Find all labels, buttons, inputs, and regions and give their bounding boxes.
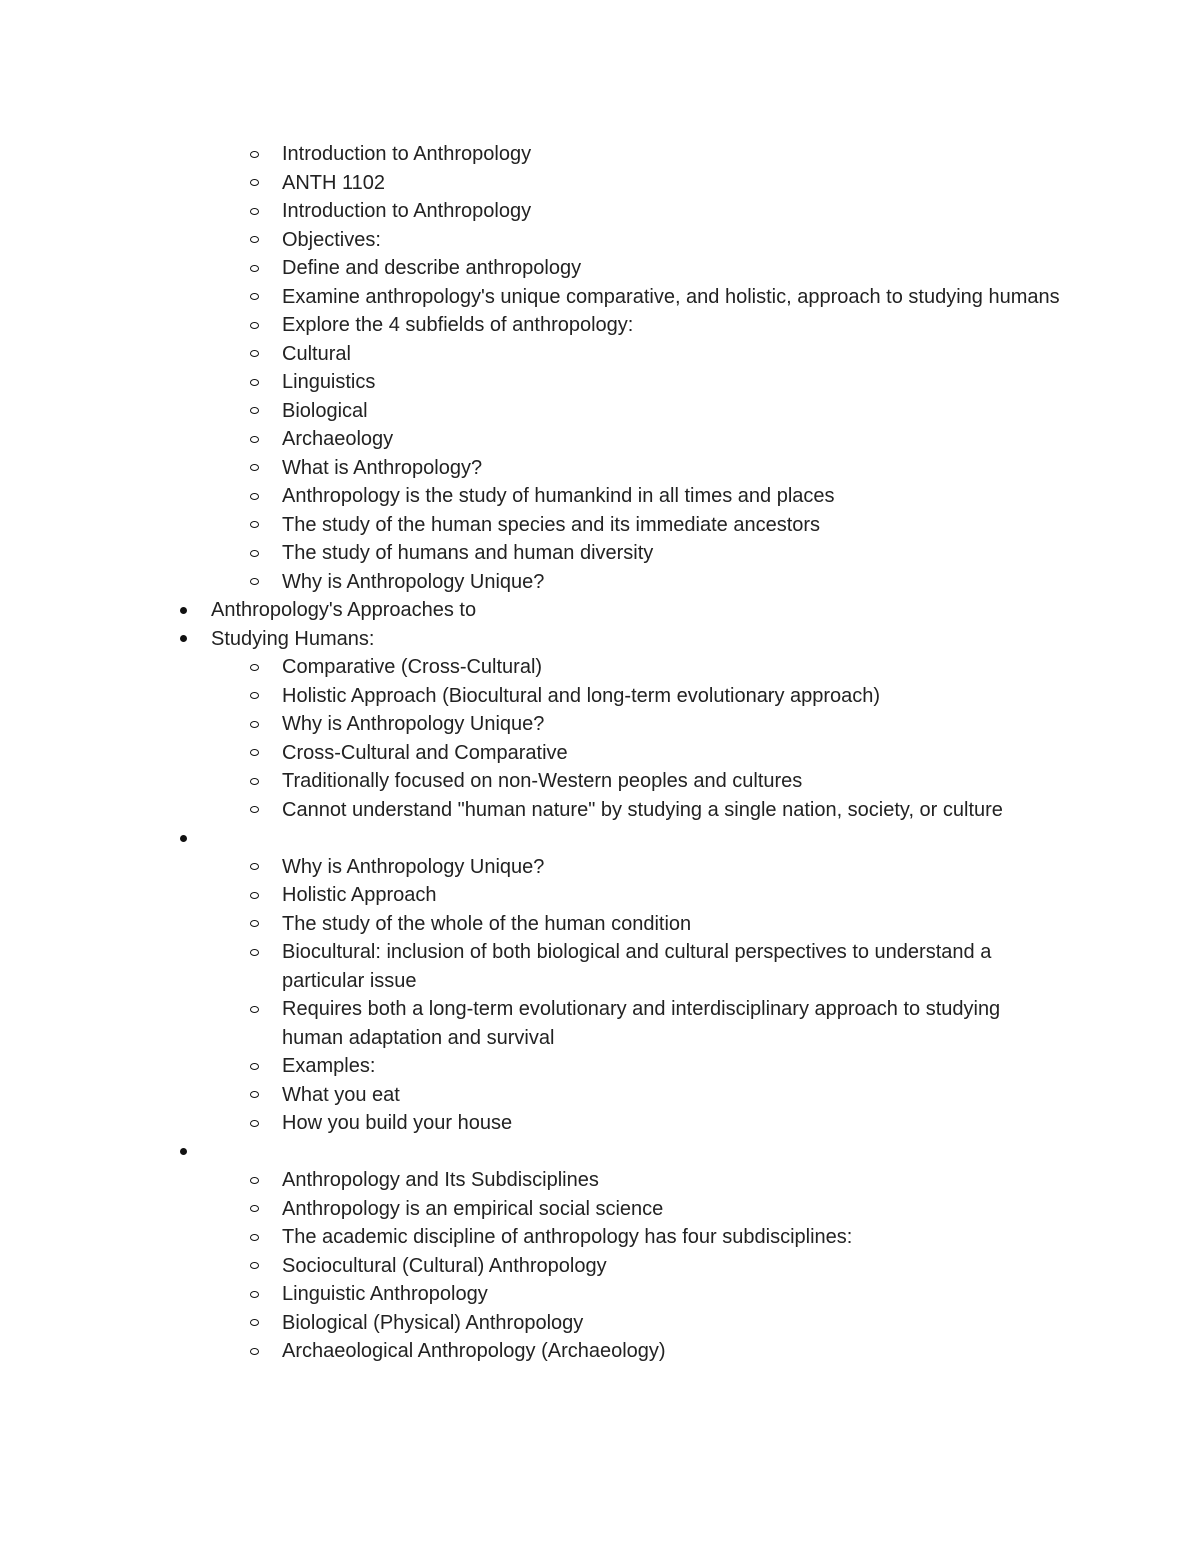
sub-bullet-item	[0, 482, 1200, 511]
hollow-bullet-icon	[246, 197, 262, 226]
bullet-text: Archaeology	[282, 428, 394, 450]
bullet-text: Holistic Approach (Biocultural and long-term evolutionary approach)	[282, 684, 881, 707]
bullet-text: Biological (Physical) Anthropology	[282, 1311, 584, 1334]
bullet-text: Introduction to Anthropology	[282, 143, 532, 165]
bullet-outline	[0, 140, 1200, 1366]
filled-bullet-icon	[175, 1138, 191, 1167]
hollow-bullet-icon	[246, 1052, 262, 1081]
hollow-bullet-icon	[246, 254, 262, 283]
bullet-text: ANTH 1102	[282, 171, 386, 194]
bullet-item	[0, 596, 1200, 625]
sub-bullet-item	[0, 881, 1200, 910]
sub-bullet-item	[0, 1309, 1200, 1338]
bullet-text: Anthropology is the study of humankind in all times and places	[282, 485, 835, 507]
hollow-bullet-icon	[246, 397, 262, 426]
hollow-bullet-icon	[246, 881, 262, 910]
bullet-text: Examine anthropology's unique comparative, and holistic, approach to studying humans	[282, 285, 1060, 308]
hollow-bullet-icon	[246, 539, 262, 568]
bullet-text: Cannot understand "human nature" by studying a single nation, society, or culture	[282, 798, 1003, 821]
hollow-bullet-icon	[246, 1195, 262, 1224]
bullet-item	[0, 625, 1200, 654]
hollow-bullet-icon	[246, 1166, 262, 1195]
sub-bullet-item	[0, 653, 1200, 682]
bullet-text: Archaeological Anthropology (Archaeology)	[282, 1340, 666, 1362]
hollow-bullet-icon	[246, 340, 262, 369]
bullet-text: Biocultural: inclusion of both biological and cultural perspectives to understand a particular issue	[282, 941, 992, 992]
document-page	[0, 140, 1200, 1366]
sub-bullet-item	[0, 682, 1200, 711]
hollow-bullet-icon	[246, 995, 262, 1024]
bullet-text: Biological	[282, 399, 368, 422]
hollow-bullet-icon	[246, 1309, 262, 1338]
sub-bullet-item	[0, 1166, 1200, 1195]
bullet-text: Linguistics	[282, 371, 376, 393]
hollow-bullet-icon	[246, 368, 262, 397]
hollow-bullet-icon	[246, 454, 262, 483]
bullet-item	[0, 1138, 1200, 1167]
bullet-text: The study of humans and human diversity	[282, 542, 654, 564]
bullet-text	[211, 824, 1200, 853]
sub-bullet-item	[0, 1223, 1200, 1252]
sub-bullet-item	[0, 739, 1200, 768]
sub-bullet-item	[0, 1081, 1200, 1110]
bullet-text: Requires both a long-term evolutionary and interdisciplinary approach to studying human adaptation and survival	[282, 998, 1001, 1049]
sub-bullet-item	[0, 1052, 1200, 1081]
sub-bullet-item	[0, 197, 1200, 226]
hollow-bullet-icon	[246, 739, 262, 768]
hollow-bullet-icon	[246, 568, 262, 597]
sub-bullet-item	[0, 568, 1200, 597]
hollow-bullet-icon	[246, 511, 262, 540]
bullet-text: Objectives:	[282, 228, 381, 251]
bullet-text: Comparative (Cross-Cultural)	[282, 656, 543, 678]
filled-bullet-icon	[175, 596, 191, 625]
hollow-bullet-icon	[246, 226, 262, 255]
sub-bullet-item	[0, 767, 1200, 796]
sub-bullet-item	[0, 1337, 1200, 1366]
filled-bullet-icon	[175, 824, 191, 853]
bullet-text: Why is Anthropology Unique?	[282, 570, 545, 593]
bullet-text: What you eat	[282, 1083, 400, 1106]
hollow-bullet-icon	[246, 283, 262, 312]
sub-bullet-item	[0, 910, 1200, 939]
bullet-text	[211, 1138, 1200, 1167]
sub-bullet-item	[0, 1195, 1200, 1224]
sub-bullet-item	[0, 539, 1200, 568]
bullet-text: Traditionally focused on non-Western peoples and cultures	[282, 770, 803, 792]
hollow-bullet-icon	[246, 653, 262, 682]
bullet-text: Introduction to Anthropology	[282, 200, 532, 222]
sub-bullet-item	[0, 283, 1200, 312]
bullet-text: The study of the whole of the human condition	[282, 912, 692, 935]
hollow-bullet-icon	[246, 1223, 262, 1252]
bullet-text: Anthropology is an empirical social science	[282, 1197, 664, 1220]
hollow-bullet-icon	[246, 1252, 262, 1281]
filled-bullet-icon	[175, 625, 191, 654]
bullet-text: Linguistic Anthropology	[282, 1283, 488, 1305]
sub-bullet-item	[0, 454, 1200, 483]
sub-bullet-item	[0, 1280, 1200, 1309]
bullet-text: Anthropology's Approaches to	[211, 599, 477, 621]
bullet-text: Holistic Approach	[282, 884, 437, 906]
hollow-bullet-icon	[246, 938, 262, 967]
sub-bullet-item	[0, 311, 1200, 340]
bullet-text: What is Anthropology?	[282, 456, 483, 479]
hollow-bullet-icon	[246, 1337, 262, 1366]
bullet-text: How you build your house	[282, 1112, 513, 1134]
bullet-text: Why is Anthropology Unique?	[282, 855, 545, 878]
bullet-item	[0, 824, 1200, 853]
hollow-bullet-icon	[246, 1109, 262, 1138]
hollow-bullet-icon	[246, 767, 262, 796]
sub-bullet-item	[0, 511, 1200, 540]
sub-bullet-item	[0, 140, 1200, 169]
sub-bullet-item	[0, 853, 1200, 882]
hollow-bullet-icon	[246, 796, 262, 825]
sub-bullet-item	[0, 368, 1200, 397]
bullet-text: Cultural	[282, 342, 351, 365]
sub-bullet-item	[0, 254, 1200, 283]
hollow-bullet-icon	[246, 682, 262, 711]
hollow-bullet-icon	[246, 853, 262, 882]
sub-bullet-item	[0, 1109, 1200, 1138]
hollow-bullet-icon	[246, 311, 262, 340]
sub-bullet-item	[0, 796, 1200, 825]
sub-bullet-item	[0, 340, 1200, 369]
sub-bullet-item	[0, 397, 1200, 426]
hollow-bullet-icon	[246, 482, 262, 511]
hollow-bullet-icon	[246, 1280, 262, 1309]
hollow-bullet-icon	[246, 425, 262, 454]
bullet-text: Sociocultural (Cultural) Anthropology	[282, 1254, 607, 1277]
bullet-text: Why is Anthropology Unique?	[282, 713, 545, 735]
sub-bullet-item	[0, 938, 1200, 995]
bullet-text: Define and describe anthropology	[282, 257, 582, 279]
hollow-bullet-icon	[246, 910, 262, 939]
bullet-text: The study of the human species and its immediate ancestors	[282, 513, 821, 536]
hollow-bullet-icon	[246, 140, 262, 169]
bullet-text: Cross-Cultural and Comparative	[282, 741, 568, 764]
hollow-bullet-icon	[246, 710, 262, 739]
sub-bullet-item	[0, 710, 1200, 739]
bullet-text: The academic discipline of anthropology has four subdisciplines:	[282, 1226, 853, 1248]
bullet-text: Anthropology and Its Subdisciplines	[282, 1169, 599, 1191]
sub-bullet-item	[0, 1252, 1200, 1281]
sub-bullet-item	[0, 226, 1200, 255]
bullet-text: Explore the 4 subfields of anthropology:	[282, 314, 634, 336]
sub-bullet-item	[0, 169, 1200, 198]
sub-bullet-item	[0, 425, 1200, 454]
hollow-bullet-icon	[246, 169, 262, 198]
bullet-text: Studying Humans:	[211, 627, 375, 650]
bullet-text: Examples:	[282, 1055, 376, 1077]
sub-bullet-item	[0, 995, 1200, 1052]
hollow-bullet-icon	[246, 1081, 262, 1110]
